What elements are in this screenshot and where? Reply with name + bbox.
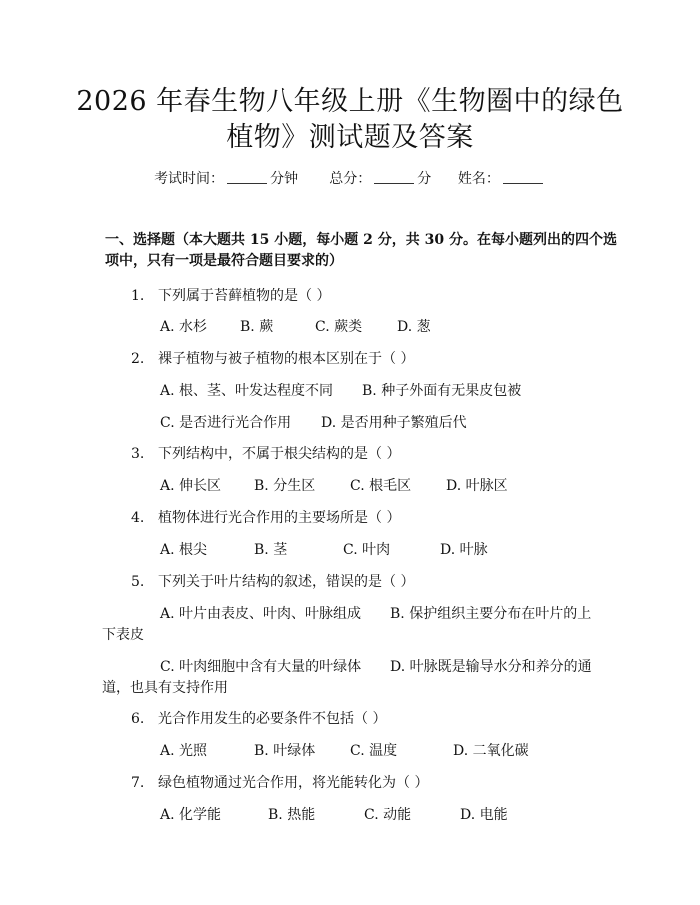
q7-option-c: C. 动能 [364, 807, 412, 823]
question-text: 裸子植物与被子植物的根本区别在于（ ） [158, 351, 415, 367]
question-number: 3. [131, 446, 145, 462]
section-heading-line-1: 一、选择题（本大题共 15 小题，每小题 2 分，共 30 分。在每小题列出的四个选 [105, 232, 617, 248]
q4-option-c: C. 叶肉 [343, 542, 391, 558]
q5-option-a: A. 叶片由表皮、叶肉、叶脉组成 [160, 606, 362, 622]
score-label: 总分： [329, 171, 372, 187]
score-blank [374, 171, 414, 184]
q1-option-d: D. 葱 [397, 319, 431, 335]
question-text: 绿色植物通过光合作用，将光能转化为（ ） [158, 775, 429, 791]
q5-option-d: D. 叶脉既是输导水分和养分的通 [390, 659, 592, 675]
question-number: 7. [131, 775, 145, 791]
q3-option-c: C. 根毛区 [350, 478, 412, 494]
question-text: 下列属于苔藓植物的是（ ） [158, 288, 331, 304]
q1-option-b: B. 蕨 [240, 319, 274, 335]
q7-option-b: B. 热能 [268, 807, 316, 823]
question-3 [131, 443, 400, 463]
question-text: 下列关于叶片结构的叙述，错误的是（ ） [158, 574, 415, 590]
q5-option-b-continued: 下表皮 [102, 627, 144, 643]
question-number: 6. [131, 711, 145, 727]
question-7 [131, 772, 428, 792]
q5-option-d-continued: 道，也具有支持作用 [102, 680, 228, 696]
question-number: 5. [131, 574, 145, 590]
q4-option-a: A. 根尖 [160, 542, 208, 558]
title-line-1: 2026 年春生物八年级上册《生物圈中的绿色 [76, 86, 624, 117]
score-unit: 分 [417, 171, 432, 187]
time-label: 考试时间： [154, 171, 225, 187]
question-number: 2. [131, 351, 145, 367]
q7-option-a: A. 化学能 [160, 807, 222, 823]
q7-option-d: D. 电能 [460, 807, 508, 823]
q2-option-c: C. 是否进行光合作用 [160, 415, 292, 431]
section-heading-line-2: 项中，只有一项是最符合题目要求的） [105, 253, 343, 269]
q6-option-b: B. 叶绿体 [254, 743, 316, 759]
question-number: 1. [131, 288, 145, 304]
q5-option-c: C. 叶肉细胞中含有大量的叶绿体 [160, 659, 362, 675]
question-number: 4. [131, 510, 145, 526]
title-line-2: 植物》测试题及答案 [226, 122, 474, 153]
q1-option-c: C. 蕨类 [315, 319, 363, 335]
q4-option-d: D. 叶脉 [440, 542, 488, 558]
q6-option-c: C. 温度 [350, 743, 398, 759]
question-2 [131, 348, 414, 368]
question-text: 下列结构中，不属于根尖结构的是（ ） [158, 446, 401, 462]
q3-option-b: B. 分生区 [254, 478, 316, 494]
q3-option-d: D. 叶脉区 [446, 478, 508, 494]
question-4 [131, 507, 400, 527]
q2-option-b: B. 种子外面有无果皮包被 [362, 383, 522, 399]
q3-option-a: A. 伸长区 [160, 478, 222, 494]
q2-option-a: A. 根、茎、叶发达程度不同 [160, 383, 334, 399]
name-label: 姓名： [457, 171, 500, 187]
question-1 [131, 285, 330, 305]
q6-option-a: A. 光照 [160, 743, 208, 759]
q2-option-d: D. 是否用种子繁殖后代 [321, 415, 467, 431]
exam-info-line [0, 168, 700, 188]
q4-option-b: B. 茎 [254, 542, 288, 558]
q1-option-a: A. 水杉 [160, 319, 208, 335]
question-6 [131, 708, 386, 728]
question-text: 光合作用发生的必要条件不包括（ ） [158, 711, 387, 727]
q5-option-b: B. 保护组织主要分布在叶片的上 [390, 606, 592, 622]
name-blank [503, 171, 543, 184]
time-unit: 分钟 [270, 171, 299, 187]
time-blank [227, 171, 267, 184]
question-5 [131, 571, 414, 591]
question-text: 植物体进行光合作用的主要场所是（ ） [158, 510, 401, 526]
q6-option-d: D. 二氧化碳 [453, 743, 529, 759]
